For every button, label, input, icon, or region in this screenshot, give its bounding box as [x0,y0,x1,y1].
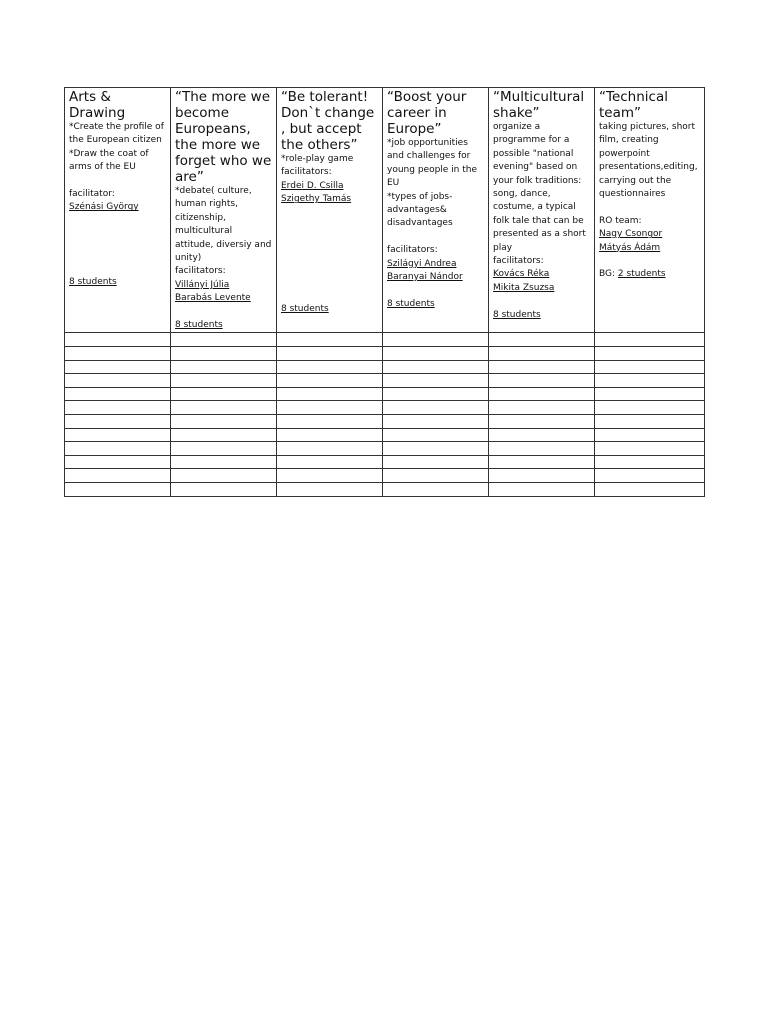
student-count: 8 students [493,309,541,320]
workshop-table [64,87,705,497]
workshop-title: “Be tolerant! Don`t change , but accept the others” [281,89,375,153]
workshop-description: *Create the profile of the European citizen *Draw the coat of arms of the EU [69,122,164,173]
empty-row [65,455,705,469]
facilitator-name: Villányi Júlia [175,279,230,290]
workshop-cell-technical [595,88,705,333]
facilitator-label: facilitators: [493,256,544,267]
workshop-cell-tolerant [277,88,383,333]
workshop-cell-europeans [171,88,277,333]
facilitator-name: Baranyai Nándor [387,272,463,283]
workshop-description: *debate( culture, human rights, citizenship, multicultural attitude, diversiy and unity) [175,186,272,264]
empty-row [65,482,705,496]
team-member-name: Mátyás Ádám [599,242,661,253]
empty-row [65,415,705,429]
empty-row [65,428,705,442]
facilitator-label: facilitators: [175,266,226,277]
workshop-title: “The more we become Europeans, the more we forget who we are” [175,89,272,185]
header-row [65,88,705,333]
workshop-title: “Technical team” [599,89,668,121]
workshop-cell-career [383,88,489,333]
student-count: 8 students [387,298,435,309]
facilitator-name: Szénási György [69,202,139,213]
empty-row [65,360,705,374]
workshop-title: Arts & Drawing [69,89,126,121]
workshop-description: *role-play game [281,154,354,164]
facilitator-label: facilitators: [281,167,332,178]
workshop-description: *job opportunities and challenges for young people in the EU *types of jobs-advantages& disadvantages [387,138,478,229]
facilitator-name: Kovács Réka [493,269,550,280]
facilitator-name: Barabás Levente [175,293,251,304]
empty-row [65,469,705,483]
workshop-cell-arts [65,88,171,333]
student-count: 8 students [281,303,329,314]
empty-row [65,387,705,401]
team-label: RO team: [599,215,642,226]
workshop-cell-multicultural [489,88,595,333]
facilitator-name: Mikita Zsuzsa [493,282,555,293]
facilitator-name: Erdei D. Csilla [281,180,344,191]
workshop-description: taking pictures, short film, creating powerpoint presentations,editing, carrying out the questionnaires [599,122,698,200]
student-count: 2 students [617,269,666,280]
workshop-description: organize a programme for a possible "national evening" based on your folk traditions: song, dance, costume, a typical folk tale that can be presented as a short play [493,122,586,253]
empty-row [65,401,705,415]
facilitator-label: facilitators: [387,245,438,256]
team-member-name: Nagy Csongor [599,229,663,240]
student-count: 8 students [69,276,117,287]
facilitator-name: Szilágyi Andrea [387,258,457,269]
student-count: 8 students [175,320,223,331]
bg-team-line: BG: 2 students [599,269,666,280]
facilitator-label: facilitator: [69,189,115,200]
empty-row [65,333,705,347]
empty-row [65,374,705,388]
workshop-title: “Boost your career in Europe” [387,89,467,137]
workshop-title: “Multicultural shake” [493,89,585,121]
empty-row [65,347,705,361]
facilitator-name: Szigethy Tamás [281,194,352,205]
empty-row [65,442,705,456]
